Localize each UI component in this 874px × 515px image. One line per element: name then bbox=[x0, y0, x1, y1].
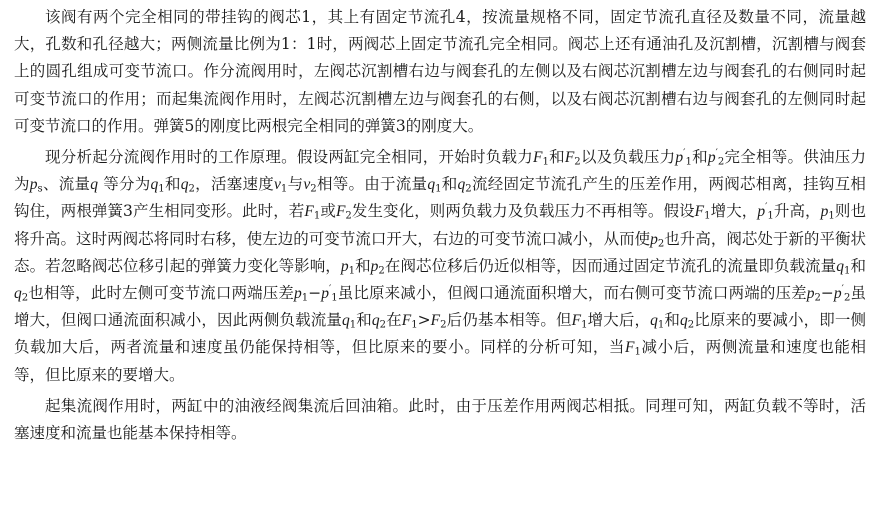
paragraph-collector-principle: 起集流阀作用时，两缸中的油液经阀集流后回油箱。此时，由于压差作用两阀芯相抵。同理可知，两缸负载不等时，活塞速度和流量也能基本保持相等。 bbox=[14, 396, 866, 443]
document-page bbox=[14, 4, 866, 447]
paragraph-divider-principle: 现分析起分流阀作用时的工作原理。假设两缸完全相同，开始时负载力$F_1$和$F_2$以及负载压力$p'_1$和$p'_2$完全相等。供油压力为$p_s$、流量q 等分为$q_1$和$q_2$，活塞速度$v_1$与$v_2$相等。由于流量$q_1$和$q_2$流经固定节流孔产生的压差作用，两阀芯相离，挂钩互相钩住，两根弹簧3产生相同变形。此时，若$F_1$或$F_2$发生变化，则两负载力及负载压力不再相等。假设$F_1$增大，$p'_1$升高，$p_1$则也将升高。这时两阀芯将同时右移，使左边的可变节流口开大，右边的可变节流口减小，从而使$p_2$也升高，阀芯处于新的平衡状态。若忽略阀芯位移引起的弹簧力变化等影响，$p_1$和$p_2$在阀芯位移后仍近似相等，因而通过固定节流孔的流量即负载流量$q_1$和$q_2$也相等，此时左侧可变节流口两端压差$p_1-p'_1$虽比原来减小，但阀口通流面积增大，而右侧可变节流口两端的压差$p_2-p'_2$虽增大，但阀口通流面积减小，因此两侧负载流量$q_1$和$q_2$在$F_1>F_2$后仍基本相等。但$F_1$增大后，$q_1$和$q_2$比原来的要减小，即一侧负载加大后，两者流量和速度虽仍能保持相等，但比原来的要小。同样的分析可知，当$F_1$减小后，两侧流量和速度也能相等，但比原来的要增大。 bbox=[14, 147, 866, 384]
paragraph-valve-structure: 该阀有两个完全相同的带挂钩的阀芯1，其上有固定节流孔4，按流量规格不同，固定节流孔直径及数量不同，流量越大，孔数和孔径越大；两侧流量比例为1：1时，两阀芯上固定节流孔完全相同。阀芯上还有通油孔及沉割槽，沉割槽与阀套上的圆孔组成可变节流口。作分流阀用时，左阀芯沉割槽右边与阀套孔的左侧以及右阀芯沉割槽左边与阀套孔的右侧同时起可变节流口的作用；而起集流阀作用时，左阀芯沉割槽左边与阀套孔的右侧，以及右阀芯沉割槽右边与阀套孔的左侧同时起可变节流口的作用。弹簧5的刚度比两根完全相同的弹簧3的刚度大。 bbox=[14, 8, 866, 135]
